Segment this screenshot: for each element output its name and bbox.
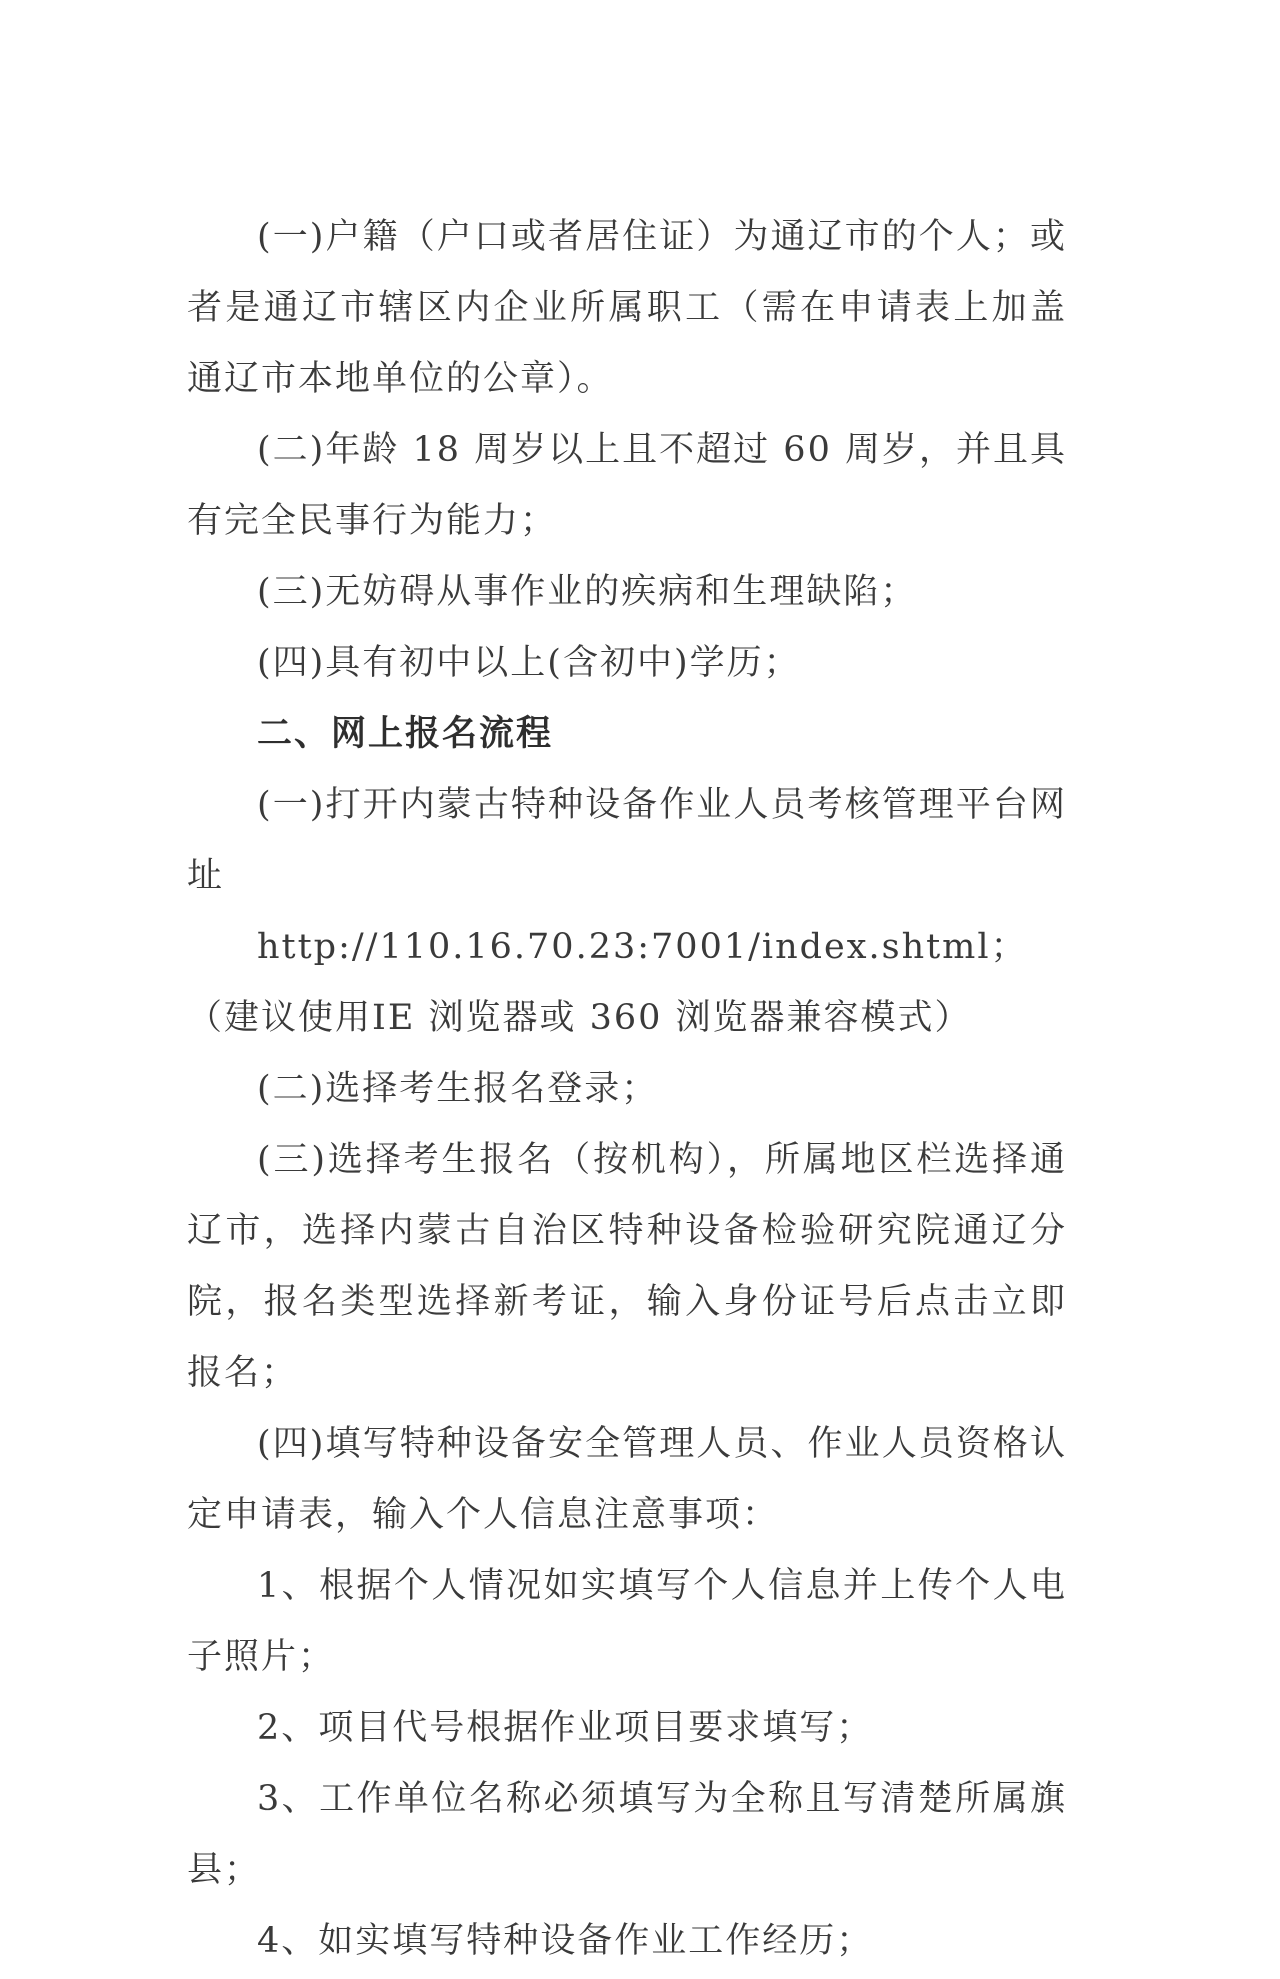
paragraph-fill-application: (四)填写特种设备安全管理人员、作业人员资格认定申请表，输入个人信息注意事项： [187, 1424, 1067, 1535]
section-heading-online-registration: 二、网上报名流程 [257, 714, 554, 754]
document-body [187, 202, 1067, 1977]
list-item-project-code: 2、项目代号根据作业项目要求填写； [257, 1708, 874, 1748]
list-item-work-unit: 3、工作单位名称必须填写为全称且写清楚所属旗县； [187, 1779, 1067, 1890]
paragraph-age-requirement: (二)年龄 18 周岁以上且不超过 60 周岁，并且具有完全民事行为能力； [187, 430, 1067, 541]
paragraph-education-requirement: (四)具有初中以上(含初中)学历； [257, 643, 801, 683]
paragraph-platform-url: http://110.16.70.23:7001/index.shtml；（建议使用IE 浏览器或 360 浏览器兼容模式） [187, 927, 1028, 1038]
paragraph-open-platform: (一)打开内蒙古特种设备作业人员考核管理平台网址 [187, 785, 1067, 896]
paragraph-household-registration: (一)户籍（户口或者居住证）为通辽市的个人；或者是通辽市辖区内企业所属职工（需在申请表上加盖通辽市本地单位的公章）。 [187, 217, 1067, 399]
paragraph-select-institution: (三)选择考生报名（按机构），所属地区栏选择通辽市，选择内蒙古自治区特种设备检验研究院通辽分院，报名类型选择新考证，输入身份证号后点击立即报名； [187, 1140, 1067, 1393]
list-item-work-experience: 4、如实填写特种设备作业工作经历； [257, 1921, 874, 1961]
paragraph-select-login: (二)选择考生报名登录； [257, 1069, 659, 1109]
list-item-personal-info: 1、根据个人情况如实填写个人信息并上传个人电子照片； [187, 1566, 1067, 1677]
paragraph-health-requirement: (三)无妨碍从事作业的疾病和生理缺陷； [257, 572, 918, 612]
